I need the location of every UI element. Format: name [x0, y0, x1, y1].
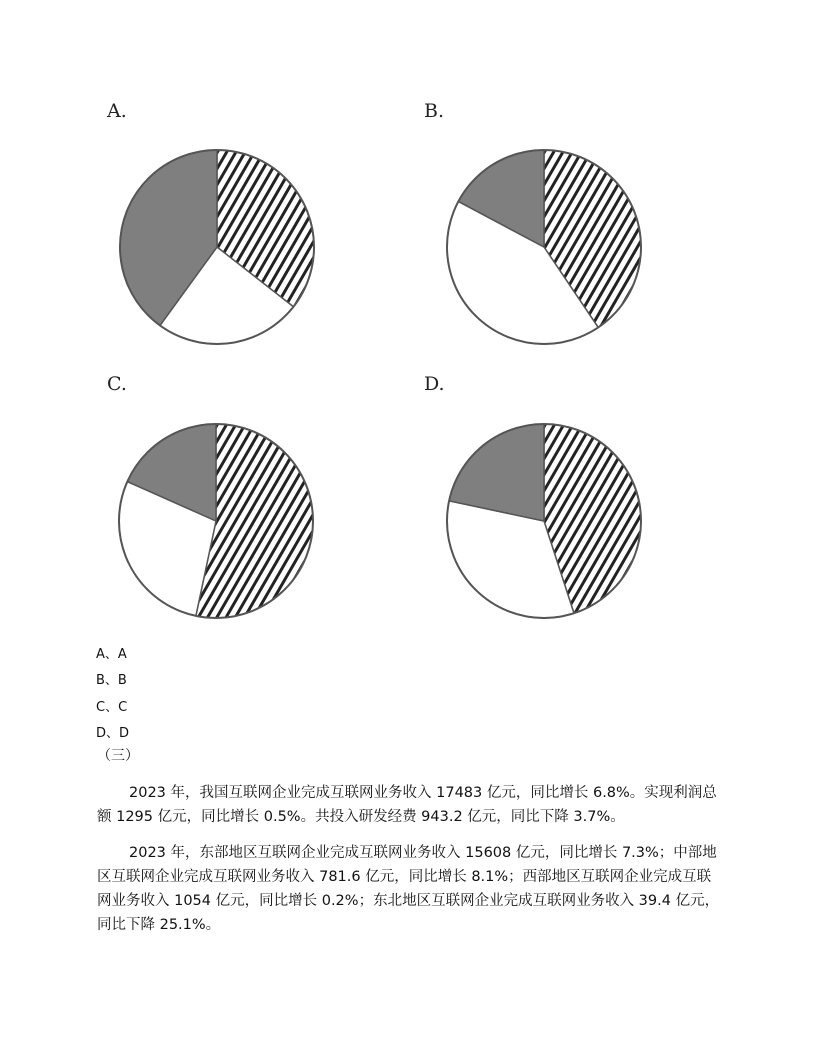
- pie-chart-d: [444, 421, 644, 621]
- chart-label-d: D.: [424, 373, 445, 395]
- section-title: （三）: [97, 748, 139, 764]
- pie-chart-c: [116, 421, 316, 621]
- pie-chart-a: [117, 147, 317, 347]
- option-c[interactable]: C、C: [96, 700, 128, 715]
- option-d[interactable]: D、D: [96, 726, 130, 741]
- chart-label-c: C.: [107, 373, 127, 395]
- chart-label-a: A.: [107, 100, 127, 122]
- paragraph-1: 2023 年，我国互联网企业完成互联网业务收入 17483 亿元，同比增长 6.8%。实现利润总额 1295 亿元，同比增长 0.5%。共投入研发经费 943.2 亿元，同比下降 3.7%。: [97, 785, 717, 825]
- pie-chart-b: [444, 147, 644, 347]
- option-a[interactable]: A、A: [96, 647, 127, 662]
- paragraph-2: 2023 年，东部地区互联网企业完成互联网业务收入 15608 亿元，同比增长 7.3%；中部地区互联网企业完成互联网业务收入 781.6 亿元，同比增长 8.1%；西部地区互联网企业完成互联网业务收入 1054 亿元，同比增长 0.2%；东北地区互联网企业完成互联网业务收入 39.4 亿元，同比下降 25.1%。: [97, 845, 720, 933]
- chart-label-b: B.: [424, 100, 445, 122]
- option-b[interactable]: B、B: [96, 673, 127, 688]
